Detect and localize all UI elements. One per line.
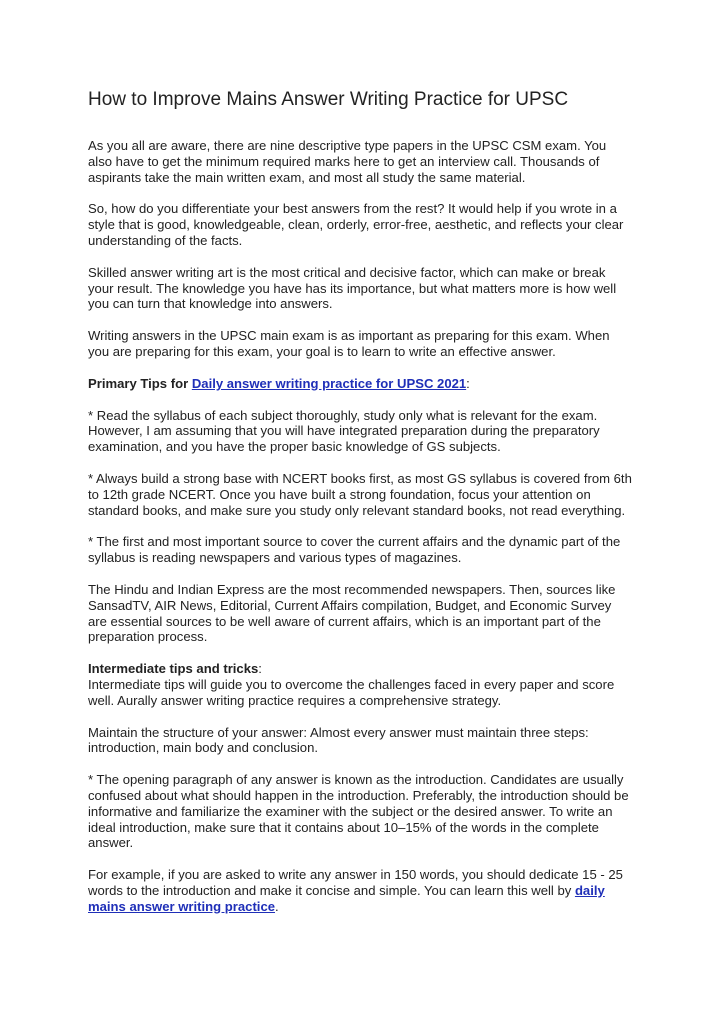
intermediate-tips-body: Intermediate tips will guide you to overcome the challenges faced in every paper and score well. Aurally answer writing practice requires a comprehensive strategy.	[88, 676, 615, 708]
tip-ncert: * Always build a strong base with NCERT books first, as most GS syllabus is covered from 6th to 12th grade NCERT. Once you have built a strong foundation, focus your attention on standard books, and make sure you study only relevant standard books, not read everything.	[88, 470, 632, 518]
primary-tips-label: Primary Tips for	[88, 375, 192, 391]
example-period: .	[275, 898, 279, 914]
example-text: For example, if you are asked to write any answer in 150 words, you should dedicate 15 - 25 words to the introduction and make it concise and simple. You can learn this well by	[88, 867, 623, 898]
paragraph-skilled-writing: Skilled answer writing art is the most critical and decisive factor, which can make or break your result. The knowledge you have has its importance, but what matters more is how well you can turn that knowledge into answers.	[88, 264, 617, 312]
page-title: How to Improve Mains Answer Writing Practice for UPSC	[88, 89, 569, 110]
intermediate-tips-section	[88, 661, 632, 708]
paragraph-example	[88, 867, 632, 914]
primary-tips-heading	[88, 376, 632, 392]
tip-current-affairs: * The first and most important source to cover the current affairs and the dynamic part of the syllabus is reading newspapers and various types of magazines.	[88, 534, 621, 566]
paragraph-intro: As you all are aware, there are nine descriptive type papers in the UPSC CSM exam. You also have to get the minimum required marks here to get an interview call. Thousands of aspirants take the main written exam, and most all study the same material.	[88, 138, 607, 185]
daily-answer-writing-link[interactable]: Daily answer writing practice for UPSC 2021	[191, 375, 467, 391]
paragraph-structure: Maintain the structure of your answer: Almost every answer must maintain three steps: introduction, main body and conclusion.	[88, 724, 589, 756]
paragraph-differentiate: So, how do you differentiate your best answers from the rest? It would help if you wrote in a style that is good, knowledgeable, clean, orderly, error-free, aesthetic, and reflects your clear understanding of the facts.	[88, 201, 624, 248]
daily-mains-practice-link[interactable]: daily mains answer writing practice	[88, 882, 605, 914]
primary-tips-colon: :	[466, 375, 470, 391]
tip-syllabus: * Read the syllabus of each subject thoroughly, study only what is relevant for the exam. However, I am assuming that you will have integrated preparation during the preparatory examination, and you have the proper basic knowledge of GS subjects.	[88, 407, 600, 455]
tip-introduction: * The opening paragraph of any answer is known as the introduction. Candidates are usually confused about what should happen in the introduction. Preferably, the introduction should be informative and familiarize the examiner with the subject or the desired answer. To write an ideal introduction, make sure that it contains about 10–15% of the words in the complete answer.	[88, 772, 629, 851]
paragraph-importance: Writing answers in the UPSC main exam is as important as preparing for this exam. When you are preparing for this exam, your goal is to learn to write an effective answer.	[88, 328, 610, 359]
paragraph-newspapers: The Hindu and Indian Express are the most recommended newspapers. Then, sources like SansadTV, AIR News, Editorial, Current Affairs compilation, Budget, and Economic Survey are essential sources to be well aware of current affairs, which is an important part of the preparation process.	[88, 581, 616, 645]
intermediate-tips-label: Intermediate tips and tricks	[88, 661, 259, 677]
intermediate-tips-colon: :	[258, 661, 262, 677]
